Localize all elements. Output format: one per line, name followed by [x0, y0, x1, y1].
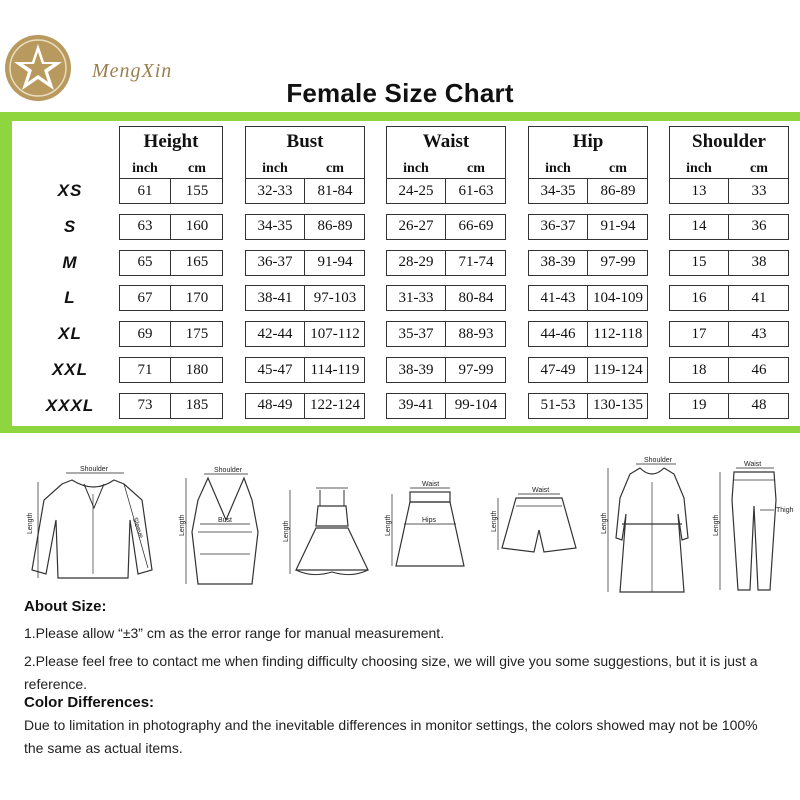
table-cell-cm: 41 — [751, 289, 767, 306]
table-cell-cm: 165 — [185, 254, 209, 271]
thigh-label: Thigh — [776, 507, 794, 514]
length-label: Length — [491, 510, 498, 532]
table-cell-cm: 97-99 — [458, 361, 494, 378]
table-cell-inch: 24-25 — [398, 182, 434, 199]
dress-measurement-illustration — [283, 478, 373, 588]
size-label: XL — [58, 324, 82, 344]
table-cell-inch: 15 — [691, 254, 707, 271]
size-label: XXXL — [45, 395, 95, 415]
skirt-measurement-illustration — [385, 481, 468, 574]
waist-label: Waist — [532, 487, 550, 494]
table-cell-inch: 18 — [691, 361, 707, 378]
table-cell-inch: 13 — [691, 182, 707, 199]
size-label: S — [63, 216, 77, 236]
table-cell-inch: 39-41 — [398, 397, 434, 414]
table-cell-inch: 48-49 — [257, 397, 293, 414]
waist-label: Waist — [422, 481, 440, 488]
table-cell-cm: 80-84 — [458, 289, 494, 306]
column-group-label: Shoulder — [692, 131, 766, 152]
size-label: XXL — [51, 360, 89, 379]
waist-label: Waist — [744, 461, 762, 468]
table-cell-cm: 97-103 — [313, 289, 357, 306]
size-label: M — [62, 252, 78, 272]
unit-label-cm: cm — [188, 161, 206, 176]
unit-label-inch: inch — [132, 161, 158, 176]
trousers-measurement-illustration — [712, 460, 798, 595]
table-cell-cm: 107-112 — [310, 325, 360, 342]
table-cell-cm: 81-84 — [317, 182, 353, 199]
table-cell-inch: 31-33 — [398, 289, 434, 306]
table-cell-cm: 185 — [185, 397, 209, 414]
table-cell-cm: 91-94 — [600, 218, 636, 235]
table-cell-inch: 26-27 — [398, 218, 434, 235]
unit-label-cm: cm — [467, 161, 485, 176]
shorts-measurement-illustration — [491, 484, 580, 564]
table-cell-inch: 32-33 — [257, 182, 293, 199]
length-label: Length — [385, 514, 392, 536]
table-cell-cm: 122-124 — [310, 397, 360, 414]
about-size-item-1: 1.Please allow “±3” cm as the error range for manual measurement. — [24, 625, 445, 641]
table-cell-inch: 65 — [137, 254, 153, 271]
table-cell-cm: 66-69 — [458, 218, 494, 235]
table-cell-cm: 97-99 — [600, 254, 636, 271]
color-differences-heading: Color Differences: — [24, 694, 155, 711]
table-cell-inch: 38-39 — [540, 254, 576, 271]
table-cell-inch: 35-37 — [398, 325, 434, 342]
color-differences-text: Due to limitation in photography and the inevitable differences in monitor settings, the colors showed may not be 100% the same as actual items. — [24, 717, 758, 756]
table-cell-cm: 86-89 — [317, 218, 353, 235]
table-cell-cm: 114-119 — [310, 361, 360, 378]
unit-label-cm: cm — [609, 161, 627, 176]
table-cell-cm: 33 — [751, 182, 767, 199]
shoulder-label: Shoulder — [80, 466, 109, 473]
table-cell-inch: 14 — [691, 218, 707, 235]
column-group-label: Waist — [422, 131, 470, 152]
table-cell-cm: 160 — [185, 218, 209, 235]
unit-label-inch: inch — [686, 161, 712, 176]
unit-label-cm: cm — [750, 161, 768, 176]
table-cell-inch: 16 — [691, 289, 707, 306]
table-cell-cm: 46 — [751, 361, 767, 378]
table-cell-cm: 48 — [751, 397, 767, 414]
table-cell-inch: 69 — [137, 325, 153, 342]
table-cell-cm: 180 — [185, 361, 209, 378]
about-size-heading: About Size: — [24, 598, 107, 615]
table-cell-cm: 36 — [751, 218, 767, 235]
table-cell-inch: 63 — [137, 218, 153, 235]
table-cell-inch: 17 — [691, 325, 707, 342]
table-cell-inch: 42-44 — [257, 325, 293, 342]
tank-top-measurement-illustration — [180, 462, 270, 587]
table-cell-cm: 119-124 — [593, 361, 643, 378]
table-cell-cm: 88-93 — [458, 325, 494, 342]
column-group-label: Height — [143, 131, 199, 152]
table-cell-inch: 45-47 — [257, 361, 293, 378]
table-cell-cm: 43 — [751, 325, 767, 342]
column-group-label: Bust — [286, 131, 324, 152]
unit-label-cm: cm — [326, 161, 344, 176]
table-cell-inch: 34-35 — [257, 218, 293, 235]
unit-label-inch: inch — [403, 161, 429, 176]
unit-label-inch: inch — [262, 161, 288, 176]
table-cell-cm: 99-104 — [454, 397, 498, 414]
table-cell-inch: 38-41 — [257, 289, 293, 306]
table-cell-cm: 86-89 — [600, 182, 636, 199]
hips-label: Hips — [422, 517, 437, 524]
table-cell-inch: 44-46 — [540, 325, 576, 342]
coat-measurement-illustration — [600, 458, 692, 598]
table-cell-inch: 71 — [137, 361, 153, 378]
table-cell-cm: 175 — [185, 325, 209, 342]
table-cell-inch: 36-37 — [257, 254, 293, 271]
sleeve-label: Sleeve — [130, 516, 145, 540]
table-cell-cm: 104-109 — [593, 289, 643, 306]
table-cell-inch: 41-43 — [540, 289, 576, 306]
length-label: Length — [713, 514, 720, 536]
table-cell-cm: 71-74 — [458, 254, 494, 271]
length-label: Length — [283, 520, 290, 542]
table-cell-cm: 91-94 — [317, 254, 353, 271]
table-cell-inch: 28-29 — [398, 254, 434, 271]
shoulder-label: Shoulder — [644, 457, 673, 464]
length-label: Length — [27, 512, 34, 534]
column-group-label: Hip — [572, 131, 604, 152]
table-cell-cm: 112-118 — [593, 325, 643, 342]
shirt-measurement-illustration — [22, 460, 152, 590]
shoulder-label: Shoulder — [214, 467, 243, 474]
table-cell-cm: 130-135 — [593, 397, 643, 414]
length-label: Length — [179, 514, 186, 536]
table-cell-inch: 36-37 — [540, 218, 576, 235]
page-title: Female Size Chart — [286, 78, 514, 108]
table-cell-cm: 38 — [751, 254, 767, 271]
table-cell-inch: 47-49 — [540, 361, 576, 378]
length-label: Length — [601, 512, 608, 534]
table-cell-inch: 61 — [137, 182, 153, 199]
bust-label: Bust — [218, 517, 233, 524]
table-cell-inch: 73 — [137, 397, 153, 414]
size-label: XS — [57, 181, 83, 200]
size-label: L — [64, 288, 76, 308]
table-cell-inch: 51-53 — [540, 397, 576, 414]
table-cell-inch: 38-39 — [398, 361, 434, 378]
table-cell-inch: 19 — [691, 397, 707, 414]
table-cell-cm: 61-63 — [458, 182, 494, 199]
brand-name: MengXin — [92, 60, 173, 82]
unit-label-inch: inch — [545, 161, 571, 176]
table-cell-inch: 67 — [137, 289, 153, 306]
about-size-item-2: 2.Please feel free to contact me when finding difficulty choosing size, we will give you some suggestions, but it is just a reference. — [24, 653, 758, 692]
table-cell-cm: 155 — [185, 182, 209, 199]
table-cell-cm: 170 — [185, 289, 209, 306]
table-cell-inch: 34-35 — [540, 182, 576, 199]
